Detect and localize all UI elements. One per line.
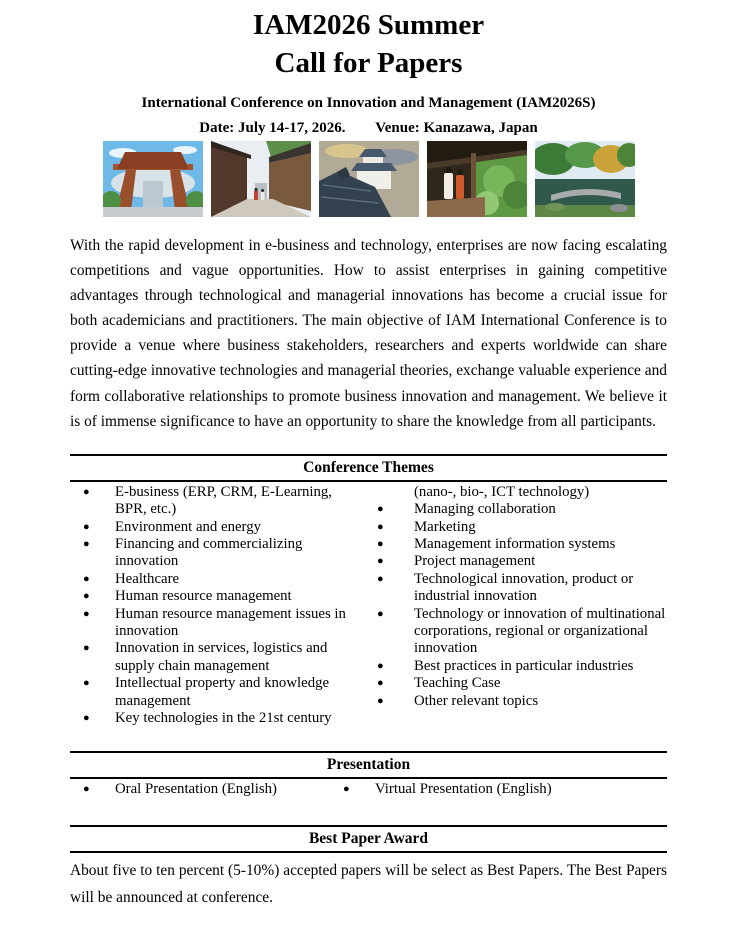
bullet-item: ● Intellectual property and knowledge management [70, 675, 362, 710]
bullet-item: ● Other relevant topics [362, 693, 667, 710]
bullet-item: ● Innovation in services, logistics and supply chain management [70, 640, 362, 675]
title-line-1: IAM2026 Summer [252, 9, 485, 41]
photo-strip [70, 141, 667, 217]
title-line-2: Call for Papers [274, 47, 463, 79]
section-best-paper-award [70, 825, 667, 911]
bullet-item: ● E-business (ERP, CRM, E-Learning, BPR, etc.) [70, 484, 362, 519]
bullet-item: ● Healthcare [70, 571, 362, 588]
bullet-item: (nano-, bio-, ICT technology) [414, 483, 590, 500]
bullet-item: ● Managing collaboration [362, 501, 667, 518]
bullet-item: ● Teaching Case [362, 675, 667, 692]
themes-heading: Conference Themes [303, 458, 434, 476]
presentation-columns [70, 779, 667, 798]
presentation-heading: Presentation [326, 756, 411, 774]
themes-columns [70, 482, 667, 728]
horizontal-rule [70, 851, 667, 853]
bullet-item: ● Project management [362, 553, 667, 570]
chaya-district-street-photo [211, 141, 311, 217]
bullet-item: ● Key technologies in the 21st century [70, 710, 362, 727]
best-paper-text: About five to ten percent (5-10%) accepted papers will be select as Best Papers. The Best Papers will be announced at conference. [70, 861, 667, 906]
date-venue-line [70, 119, 667, 138]
bullet-item: ● Management information systems [362, 536, 667, 553]
kimono-veranda-photo [427, 141, 527, 217]
bullet-item: ● Marketing [362, 519, 667, 536]
kenrokuen-garden-photo [535, 141, 635, 217]
bullet-item: ● Technology or innovation of multinational corporations, regional or organizational innovation [362, 606, 667, 658]
page-title [70, 6, 667, 82]
bullet-item: ● Human resource management issues in innovation [70, 606, 362, 641]
bullet-item: ● Oral Presentation (English) [70, 781, 330, 798]
best-paper-heading: Best Paper Award [308, 829, 429, 847]
call-for-papers-document [0, 6, 737, 911]
presentation-left-column [70, 781, 330, 798]
conference-name: International Conference on Innovation and Management (IAM2026S) [141, 95, 596, 111]
section-presentation [70, 751, 667, 798]
bullet-item: ● Virtual Presentation (English) [330, 781, 667, 798]
venue-text: Venue: Kanazawa, Japan [375, 120, 538, 136]
intro-paragraph: With the rapid development in e-business and technology, enterprises are now facing escalating competitions and vague opportunities. How to assist enterprises in gaining competitive advantages through technological and managerial innovations has become a crucial issue for both academicians and practitioners. The main objective of IAM International Conference is to provide a venue where business stakeholders, researchers and experts worldwide can share cutting-edge innovative technologies and managerial theories, exchange valuable experience and form collaborative relationships to promote business innovation and management. We believe it is of immense significance to have an opportunity to share the knowledge from all participants. [70, 237, 667, 430]
date-text: Date: July 14-17, 2026. [199, 120, 346, 136]
section-conference-themes [70, 454, 667, 728]
presentation-right-column [330, 781, 667, 798]
tsuzumi-gate-photo [103, 141, 203, 217]
bullet-item: ● Technological innovation, product or industrial innovation [362, 571, 667, 606]
kanazawa-castle-photo [319, 141, 419, 217]
themes-left-column [70, 484, 362, 728]
bullet-item: ● Environment and energy [70, 519, 362, 536]
themes-right-column [362, 484, 667, 728]
bullet-item: ● Human resource management [70, 588, 362, 605]
bullet-item: ● Financing and commercializing innovation [70, 536, 362, 571]
bullet-item: ● Best practices in particular industries [362, 658, 667, 675]
